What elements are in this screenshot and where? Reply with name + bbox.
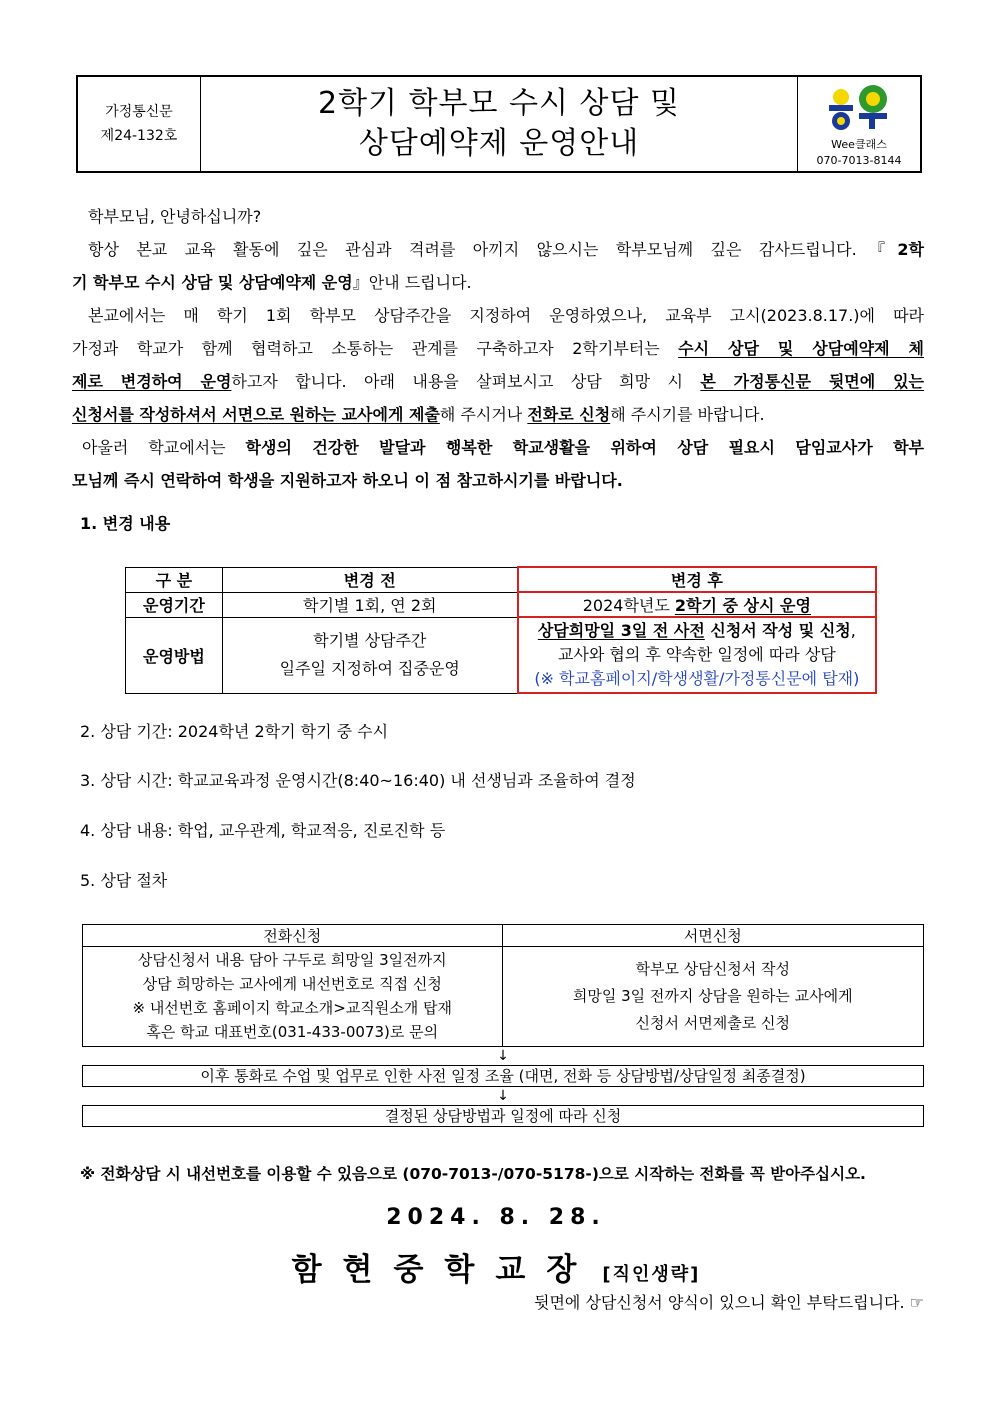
intro-p2-line1: 본교에서는 매 학기 1회 학부모 상담주간을 지정하여 운영하였으나, 교육부 고시(2023.8.17.)에 따라: [88, 306, 924, 325]
phone-apply-line: 혹은 학교 대표번호(031-433-0073)로 문의: [146, 1023, 439, 1041]
phone-apply-line: 상담 희망하는 교사에게 내선번호로 직접 신청: [142, 975, 442, 993]
intro-p2-text-2: 하고자 합니다. 아래 내용을 살펴보시고 상담 희망 시: [231, 372, 701, 391]
change-table: [125, 566, 877, 694]
intro-p2-line2: [72, 332, 924, 365]
change-table-header: [126, 567, 877, 592]
intro-p1-bold-2: 기 학부모 수시 상담 및 상담예약제 운영: [72, 273, 353, 292]
procedure-body-row: [83, 947, 924, 1047]
intro-p3-text: 아울러 학교에서는: [82, 438, 246, 457]
row-period-label: 운영기간: [126, 592, 223, 617]
intro-p2-highlight-2: 제로 변경하여 운영: [72, 372, 232, 391]
intro-p3-line1: [72, 431, 924, 464]
back-page-notice: 뒷면에 상담신청서 양식이 있으니 확인 부탁드립니다. ☞: [534, 1293, 924, 1312]
procedure-header-row: [83, 925, 924, 947]
section-3-time: 3. 상담 시간: 학교교육과정 운영시간(8:40~16:40) 내 선생님과 조율하여 결정: [80, 771, 636, 790]
wee-class-logo: [823, 83, 895, 131]
intro-p2-line3: [72, 365, 924, 398]
procedure-diagram: [82, 924, 924, 1127]
section-5-procedure: 5. 상담 절차: [80, 871, 168, 890]
intro-p1-end: 』안내 드립니다.: [352, 273, 472, 292]
row-method-after-2: 교사와 협의 후 약속한 일정에 따라 상담: [557, 645, 836, 664]
row-method-label: 운영방법: [126, 617, 223, 693]
row-method-after-comma: ,: [850, 621, 856, 640]
row-method-before-2: 일주일 지정하여 집중운영: [279, 659, 460, 678]
intro-p2-highlight-5: 전화로 신청: [527, 405, 611, 424]
principal-name: 함현중학교장: [291, 1252, 598, 1288]
section-2-period: 2. 상담 기간: 2024학년 2학기 학기 중 수시: [80, 722, 389, 741]
row-method-before: [222, 617, 517, 693]
intro-p2-highlight: 수시 상담 및 상담예약제 체: [678, 339, 924, 358]
header-category: 구 분: [126, 567, 223, 592]
intro-p2-end: 해 주시기를 바랍니다.: [610, 405, 765, 424]
newsletter-id: 제24-132호: [100, 128, 178, 144]
row-method-after: [518, 617, 876, 693]
row-period-before: 학기별 1회, 연 2회: [222, 592, 517, 617]
written-apply-line: 희망일 3일 전까지 상담을 원하는 교사에게: [572, 987, 853, 1005]
intro-p1-bold: 2학: [897, 240, 924, 259]
seal-omitted: [직인생략]: [602, 1264, 701, 1285]
row-method-after-bold: 신청서 작성 및 신청: [704, 621, 851, 640]
principal-signature: [0, 1244, 992, 1289]
written-apply-header: 서면신청: [502, 925, 923, 947]
intro-p2-text: 가정과 학교가 함께 협력하고 소통하는 관계를 구축하고자 2학기부터는: [72, 339, 679, 358]
phone-apply-line: 상담신청서 내용 담아 구두로 희망일 3일전까지: [137, 951, 447, 969]
intro-p2-highlight-4: 신청서를 작성하셔서 서면으로 원하는 교사에게 제출: [72, 405, 440, 424]
intro-p3-bold: 학생의 건강한 발달과 행복한 학교생활을 위하여 상담 필요시 담임교사가 학부: [245, 438, 924, 457]
written-apply-line: 신청서 서면제출로 신청: [635, 1014, 790, 1032]
procedure-table: [82, 924, 924, 1047]
issue-date: 2024. 8. 28.: [386, 1205, 606, 1230]
header-after: 변경 후: [518, 567, 876, 592]
section-1-heading: 1. 변경 내용: [80, 514, 171, 533]
final-apply-step: 결정된 상담방법과 일정에 따라 신청: [82, 1105, 924, 1127]
intro-p3-line2: 모님께 즉시 연락하여 학생을 지원하고자 하오니 이 점 참고하시기를 바랍니다.: [72, 471, 623, 490]
written-apply-body: [502, 947, 923, 1047]
newsletter-number: [78, 77, 201, 171]
greeting: 학부모님, 안녕하십니까?: [88, 207, 262, 226]
wee-class-label: Wee클래스: [831, 138, 887, 151]
document-title: [201, 77, 797, 171]
header-box: [76, 75, 922, 173]
written-apply-line: 학부모 상담신청서 작성: [635, 960, 790, 978]
row-method-after-1: [519, 619, 875, 643]
row-method-after-note: (※ 학교홈페이지/학생생활/가정통신문에 탑재): [534, 669, 860, 688]
change-table-row-method: [126, 617, 877, 693]
change-table-row-period: [126, 592, 877, 617]
intro-p2-line4: [72, 398, 924, 431]
title-line-1: 2학기 학부모 수시 상담 및: [317, 86, 681, 121]
phone-apply-body: [83, 947, 503, 1047]
down-arrow-icon: ↓: [497, 1048, 509, 1064]
row-method-before-1: 학기별 상담주간: [313, 631, 427, 650]
wee-class-phone: 070-7013-8144: [816, 154, 902, 167]
intro-p1-text: 항상 본교 교육 활동에 깊은 관심과 격려를 아끼지 않으시는 학부모님께 깊은 감사드립니다.『: [88, 240, 898, 259]
intro-p2-highlight-3: 본 가정통신문 뒷면에 있는: [700, 372, 924, 391]
title-line-2: 상담예약제 운영안내: [358, 126, 640, 161]
header-before: 변경 전: [222, 567, 517, 592]
intro-p1-line1: [72, 233, 924, 266]
row-period-after: [518, 592, 876, 617]
row-period-after-text: 2024학년도: [582, 596, 675, 615]
intro-p1-line2: [72, 266, 924, 299]
intro-p2-text-3: 해 주시거나: [439, 405, 528, 424]
row-period-after-highlight: 2학기 중 상시 운영: [674, 596, 811, 615]
phone-apply-header: 전화신청: [83, 925, 503, 947]
phone-notice: ※ 전화상담 시 내선번호를 이용할 수 있음으로 (070-7013-/070-5178-)으로 시작하는 전화를 꼭 받아주십시오.: [80, 1165, 866, 1183]
intro-text: [72, 200, 924, 497]
schedule-coordination-step: 이후 통화로 수업 및 업무로 인한 사전 일정 조율 (대면, 전화 등 상담방법/상담일정 최종결정): [82, 1065, 924, 1087]
newsletter-label: 가정통신문: [105, 104, 173, 120]
section-4-content: 4. 상담 내용: 학업, 교우관계, 학교적응, 진로진학 등: [80, 821, 446, 840]
down-arrow-icon: ↓: [497, 1088, 509, 1104]
wee-class-info: [797, 77, 920, 171]
phone-apply-line: ※ 내선번호 홈페이지 학교소개>교직원소개 탑재: [132, 999, 453, 1017]
row-method-after-highlight: 상담희망일 3일 전 사전: [537, 621, 705, 640]
